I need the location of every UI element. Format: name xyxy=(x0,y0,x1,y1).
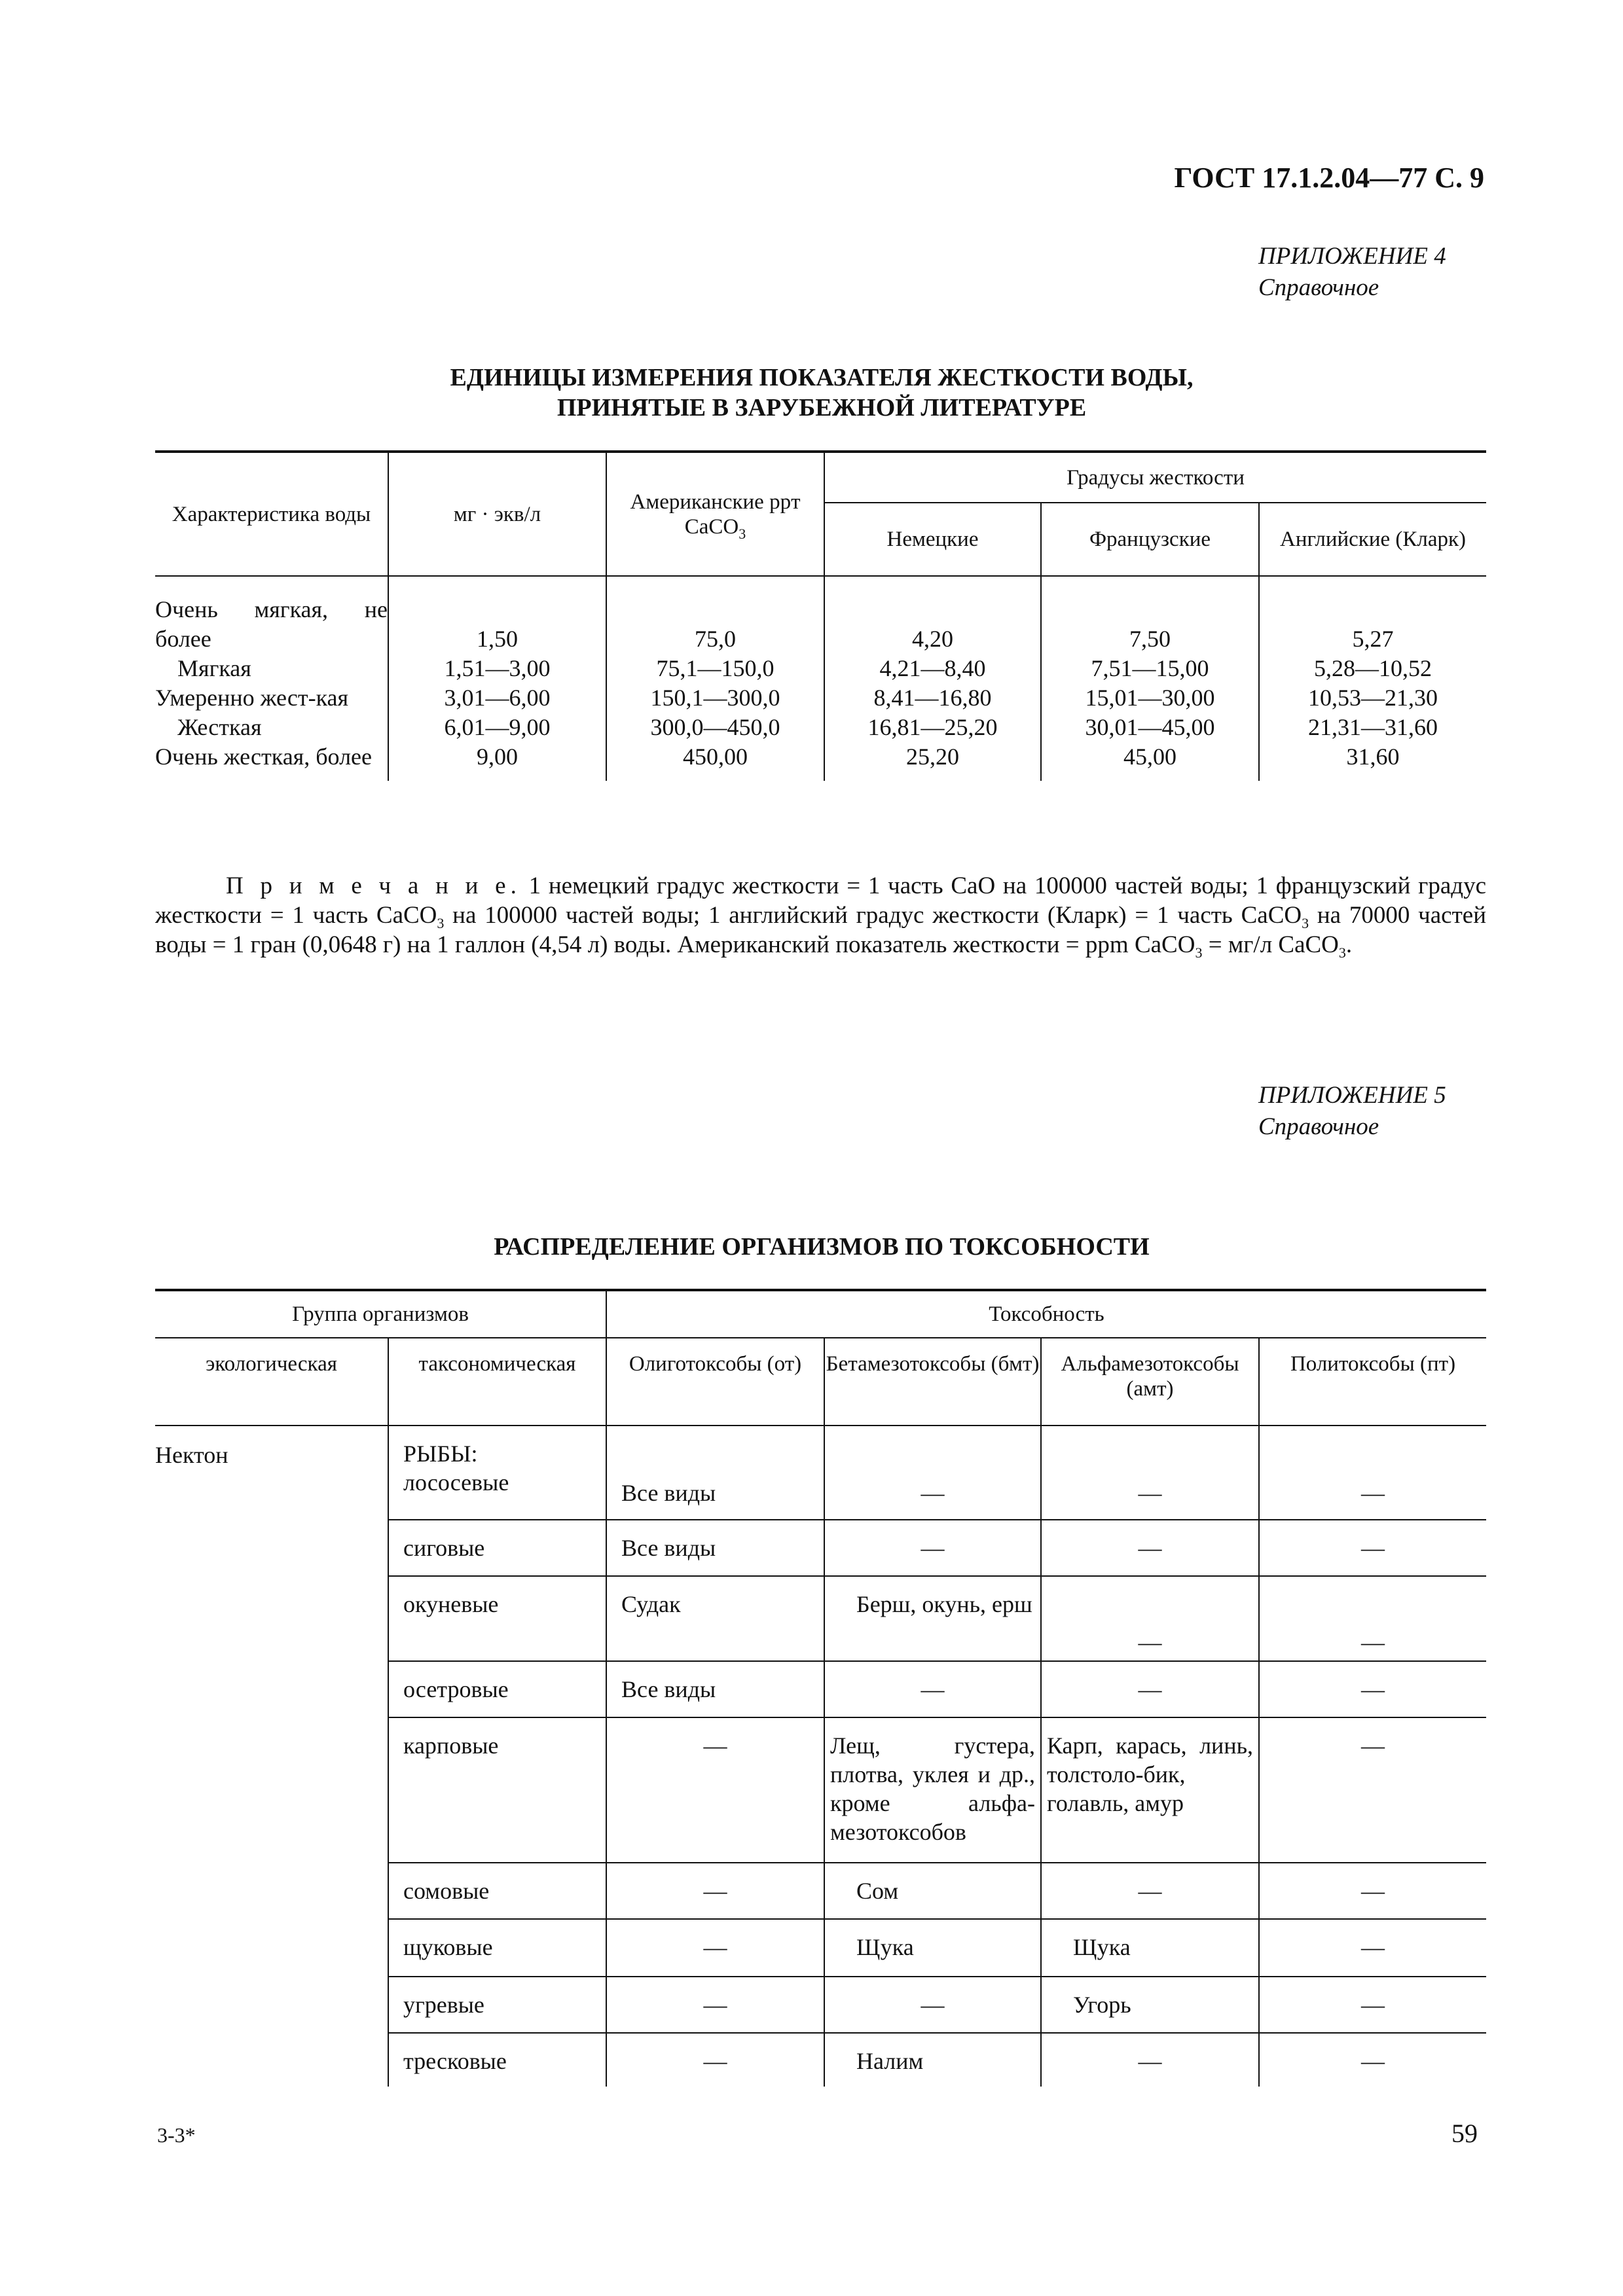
table-row xyxy=(155,1426,1486,1520)
cell-alpha: Щука xyxy=(1041,1919,1259,1977)
cell-german: 4,21—8,40 xyxy=(824,654,1041,683)
cell-oligo: — xyxy=(606,1919,824,1977)
note-text: на 70000 частей воды = 1 гран (0,0648 г) на 1 галлон (4,54 л) воды. Американский показатель жесткости = ppm CaCO xyxy=(155,902,1486,958)
appendix-5-title: РАСПРЕДЕЛЕНИЕ ОРГАНИЗМОВ ПО ТОКСОБНОСТИ xyxy=(494,1233,1150,1261)
row-characteristic: Умеренно жест-кая xyxy=(155,685,349,711)
cell-beta: Лещ, густера, плотва, уклея и др., кроме альфа-мезотоксобов xyxy=(824,1717,1041,1863)
row-characteristic: Мягкая xyxy=(177,655,251,681)
taxon-name: осетровые xyxy=(388,1661,606,1717)
taxon-name: лососевые xyxy=(403,1469,509,1496)
taxon-cell xyxy=(388,1426,606,1520)
cell-poly: — xyxy=(1259,1576,1486,1661)
cell-german: 25,20 xyxy=(824,742,1041,781)
subscript: 3 xyxy=(1195,944,1203,961)
cell-poly: — xyxy=(1259,1977,1486,2033)
taxon-name: сомовые xyxy=(388,1863,606,1919)
cell-french: 7,51—15,00 xyxy=(1041,654,1259,683)
cell-poly: — xyxy=(1259,1520,1486,1576)
cell-alpha: Карп, карась, линь, толстоло-бик, голавль, амур xyxy=(1041,1717,1259,1863)
cell-beta: Щука xyxy=(824,1919,1041,1977)
table-row xyxy=(155,654,1486,683)
header-french: Французские xyxy=(1041,503,1259,576)
header-alphamesotoxobes: Альфамезотоксобы (амт) xyxy=(1041,1338,1259,1426)
toxicity-table xyxy=(155,1289,1486,2087)
table-row xyxy=(155,713,1486,742)
header-ecological: экологическая xyxy=(155,1338,388,1426)
table-row xyxy=(155,576,1486,654)
cell-beta: Берш, окунь, ерш xyxy=(824,1576,1041,1661)
cell-mgeq: 6,01—9,00 xyxy=(388,713,606,742)
subscript: 3 xyxy=(437,915,445,931)
appendix-4-title xyxy=(157,363,1486,423)
page-number: 59 xyxy=(1451,2119,1478,2148)
taxon-name: окуневые xyxy=(388,1576,606,1661)
taxon-name: сиговые xyxy=(388,1520,606,1576)
cell-beta: — xyxy=(824,1426,1041,1520)
cell-english: 5,27 xyxy=(1259,576,1486,654)
header-betamesotoxobes: Бетамезотоксобы (бмт) xyxy=(824,1338,1041,1426)
cell-german: 4,20 xyxy=(824,576,1041,654)
row-characteristic: Очень мягкая, не более xyxy=(155,596,388,652)
ecological-group xyxy=(155,1426,388,2087)
cell-beta: Сом xyxy=(824,1863,1041,1919)
note-text: = мг/л CaCO xyxy=(1202,931,1339,958)
row-characteristic: Очень жесткая, более xyxy=(155,744,372,770)
cell-alpha: — xyxy=(1041,1661,1259,1717)
cell-american: 450,00 xyxy=(606,742,824,781)
header-polytoxobes: Политоксобы (пт) xyxy=(1259,1338,1486,1426)
cell-oligo: — xyxy=(606,2033,824,2087)
cell-oligo: Все виды xyxy=(606,1661,824,1717)
document-code-header: ГОСТ 17.1.2.04—77 С. 9 xyxy=(1174,162,1484,194)
cell-oligo: Все виды xyxy=(606,1426,824,1520)
cell-alpha: — xyxy=(1041,1520,1259,1576)
cell-english: 10,53—21,30 xyxy=(1259,683,1486,713)
appendix-5-type: Справочное xyxy=(1258,1113,1379,1140)
appendix-4-title-line2: ПРИНЯТЫЕ В ЗАРУБЕЖНОЙ ЛИТЕРАТУРЕ xyxy=(556,394,1087,422)
cell-american: 150,1—300,0 xyxy=(606,683,824,713)
cell-alpha: — xyxy=(1041,1863,1259,1919)
cell-beta: — xyxy=(824,1977,1041,2033)
note-paragraph xyxy=(155,871,1486,960)
hardness-units-table xyxy=(155,450,1486,781)
table-row xyxy=(155,742,1486,781)
taxon-name: угревые xyxy=(388,1977,606,2033)
appendix-4-label: ПРИЛОЖЕНИЕ 4 xyxy=(1258,243,1446,270)
cell-english: 21,31—31,60 xyxy=(1259,713,1486,742)
cell-oligo: — xyxy=(606,1977,824,2033)
note-label: П р и м е ч а н и е. xyxy=(226,872,521,899)
table-row xyxy=(155,683,1486,713)
cell-beta: — xyxy=(824,1520,1041,1576)
cell-oligo: — xyxy=(606,1863,824,1919)
cell-oligo: Все виды xyxy=(606,1520,824,1576)
taxon-name: тресковые xyxy=(388,2033,606,2087)
header-taxonomic: таксономическая xyxy=(388,1338,606,1426)
cell-mgeq: 1,50 xyxy=(388,576,606,654)
cell-english: 31,60 xyxy=(1259,742,1486,781)
header-american: Американские ppт CaCO$_3$ xyxy=(606,452,824,576)
header-english: Английские (Кларк) xyxy=(1259,503,1486,576)
cell-mgeq: 3,01—6,00 xyxy=(388,683,606,713)
cell-german: 8,41—16,80 xyxy=(824,683,1041,713)
cell-american: 300,0—450,0 xyxy=(606,713,824,742)
header-mg-eq: мг · экв/л xyxy=(388,452,606,576)
cell-french: 30,01—45,00 xyxy=(1041,713,1259,742)
cell-alpha: — xyxy=(1041,1576,1259,1661)
taxon-name: карповые xyxy=(388,1717,606,1863)
appendix-4-type: Справочное xyxy=(1258,274,1379,301)
note-text: 1 немецкий градус жесткости = 1 часть CaO на 100000 частей воды; 1 французский градус жесткости = 1 часть CaCO xyxy=(155,872,1486,929)
cell-alpha: — xyxy=(1041,2033,1259,2087)
cell-american: 75,0 xyxy=(606,576,824,654)
header-group: Группа организмов xyxy=(155,1290,606,1338)
footer-sheet-mark: 3-3* xyxy=(157,2123,196,2147)
header-toxicity: Токсобность xyxy=(606,1290,1486,1338)
taxon-name: щуковые xyxy=(388,1919,606,1977)
cell-french: 15,01—30,00 xyxy=(1041,683,1259,713)
header-oligotoxobes: Олиготоксобы (от) xyxy=(606,1338,824,1426)
cell-alpha: — xyxy=(1041,1426,1259,1520)
cell-oligo: — xyxy=(606,1717,824,1863)
appendix-4-title-line1: ЕДИНИЦЫ ИЗМЕРЕНИЯ ПОКАЗАТЕЛЯ ЖЕСТКОСТИ ВОДЫ, xyxy=(450,364,1194,391)
subscript: 3 xyxy=(1302,915,1309,931)
cell-poly: — xyxy=(1259,2033,1486,2087)
cell-english: 5,28—10,52 xyxy=(1259,654,1486,683)
cell-american: 75,1—150,0 xyxy=(606,654,824,683)
cell-german: 16,81—25,20 xyxy=(824,713,1041,742)
cell-french: 45,00 xyxy=(1041,742,1259,781)
class-label: РЫБЫ: xyxy=(403,1441,478,1467)
cell-poly: — xyxy=(1259,1426,1486,1520)
cell-poly: — xyxy=(1259,1863,1486,1919)
header-characteristic: Характеристика воды xyxy=(155,452,388,576)
cell-mgeq: 1,51—3,00 xyxy=(388,654,606,683)
cell-beta: Налим xyxy=(824,2033,1041,2087)
cell-alpha: Угорь xyxy=(1041,1977,1259,2033)
note-text: . xyxy=(1345,931,1353,958)
cell-french: 7,50 xyxy=(1041,576,1259,654)
cell-oligo: Судак xyxy=(606,1576,824,1661)
cell-poly: — xyxy=(1259,1717,1486,1863)
cell-mgeq: 9,00 xyxy=(388,742,606,781)
header-german: Немецкие xyxy=(824,503,1041,576)
cell-poly: — xyxy=(1259,1661,1486,1717)
note-text: на 100000 частей воды; 1 английский градус жесткости (Кларк) = 1 часть CaCO xyxy=(444,902,1302,929)
header-hardness-degrees: Градусы жесткости xyxy=(824,452,1486,503)
subscript: 3 xyxy=(1338,944,1346,961)
cell-poly: — xyxy=(1259,1919,1486,1977)
row-characteristic: Жесткая xyxy=(177,714,262,740)
cell-beta: — xyxy=(824,1661,1041,1717)
appendix-5-label: ПРИЛОЖЕНИЕ 5 xyxy=(1258,1082,1446,1109)
ecological-group-label: Нектон xyxy=(155,1442,228,1468)
